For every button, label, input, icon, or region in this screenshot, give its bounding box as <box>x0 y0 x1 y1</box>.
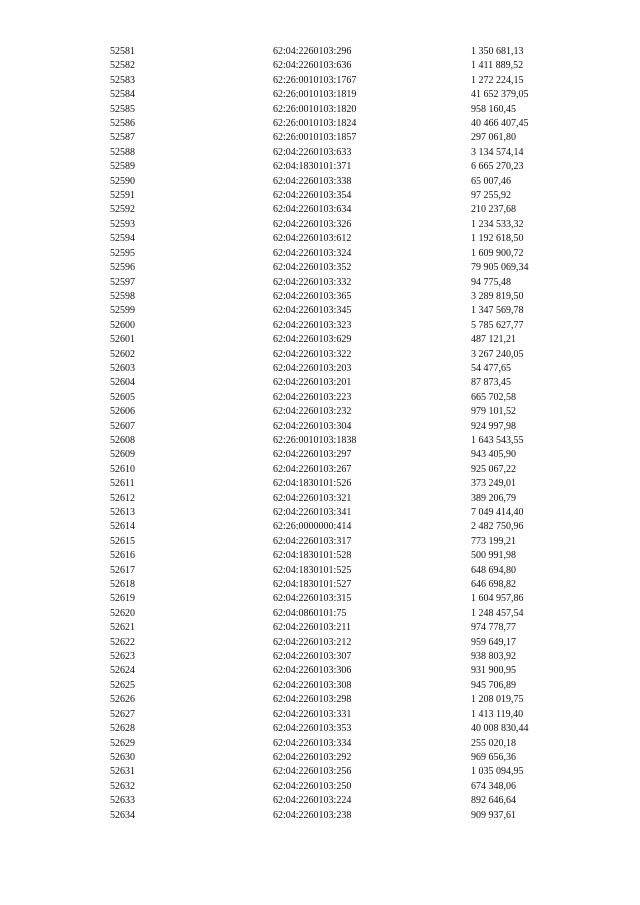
cadastral-number: 62:04:2260103:224 <box>273 795 352 807</box>
row-number: 52609 <box>110 449 135 461</box>
row-number: 52622 <box>110 636 135 648</box>
table-row <box>110 348 571 362</box>
cadastral-value: 974 778,77 <box>471 622 516 634</box>
cadastral-number: 62:04:2260103:352 <box>273 262 352 274</box>
cadastral-value: 892 646,64 <box>471 795 516 807</box>
cadastral-number: 62:26:0010103:1838 <box>273 434 357 446</box>
cadastral-value: 65 007,46 <box>471 175 511 187</box>
table-row <box>110 780 571 794</box>
table-body <box>110 45 571 823</box>
cadastral-value: 1 248 457,54 <box>471 607 524 619</box>
table-row <box>110 333 571 347</box>
cadastral-value: 909 937,61 <box>471 809 516 821</box>
row-number: 52602 <box>110 348 135 360</box>
cadastral-number: 62:04:2260103:296 <box>273 46 352 57</box>
table-row <box>110 621 571 635</box>
cadastral-number: 62:04:2260103:354 <box>273 190 352 202</box>
cadastral-number: 62:04:2260103:324 <box>273 247 352 259</box>
cadastral-value: 5 785 627,77 <box>471 319 524 331</box>
table-row <box>110 376 571 390</box>
row-number: 52616 <box>110 550 135 562</box>
cadastral-value: 924 997,98 <box>471 420 516 432</box>
cadastral-number: 62:04:2260103:297 <box>273 449 352 461</box>
table-row <box>110 88 571 102</box>
cadastral-value-table <box>110 45 571 823</box>
row-number: 52596 <box>110 262 135 274</box>
cadastral-value: 1 413 119,40 <box>471 708 524 720</box>
cadastral-number: 62:26:0000000:414 <box>273 521 352 533</box>
cadastral-value: 665 702,58 <box>471 391 516 403</box>
cadastral-value: 3 134 574,14 <box>471 146 524 158</box>
row-number: 52628 <box>110 723 135 735</box>
cadastral-value: 943 405,90 <box>471 449 516 461</box>
cadastral-number: 62:04:0860101:75 <box>273 607 347 619</box>
cadastral-number: 62:04:1830101:527 <box>273 579 352 591</box>
row-number: 52620 <box>110 607 135 619</box>
row-number: 52586 <box>110 118 135 130</box>
row-number: 52624 <box>110 665 135 677</box>
table-row <box>110 492 571 506</box>
cadastral-value: 40 008 830,44 <box>471 723 529 735</box>
cadastral-value: 938 803,92 <box>471 651 516 663</box>
cadastral-value: 931 900,95 <box>471 665 516 677</box>
table-row <box>110 664 571 678</box>
table-row <box>110 59 571 73</box>
table-row <box>110 405 571 419</box>
cadastral-number: 62:04:2260103:315 <box>273 593 352 605</box>
cadastral-number: 62:04:2260103:304 <box>273 420 352 432</box>
row-number: 52594 <box>110 233 135 245</box>
cadastral-value: 487 121,21 <box>471 334 516 346</box>
cadastral-value: 1 411 889,52 <box>471 60 524 72</box>
cadastral-value: 959 649,17 <box>471 636 516 648</box>
cadastral-value: 210 237,68 <box>471 204 516 216</box>
table-row <box>110 448 571 462</box>
table-row <box>110 146 571 160</box>
row-number: 52634 <box>110 809 135 821</box>
row-number: 52610 <box>110 463 135 475</box>
cadastral-value: 500 991,98 <box>471 550 516 562</box>
cadastral-number: 62:26:0010103:1820 <box>273 103 357 115</box>
cadastral-number: 62:04:2260103:292 <box>273 751 352 763</box>
cadastral-number: 62:04:2260103:634 <box>273 204 352 216</box>
table-row <box>110 520 571 534</box>
table-row <box>110 420 571 434</box>
cadastral-value: 79 905 069,34 <box>471 262 529 274</box>
cadastral-number: 62:04:2260103:232 <box>273 406 352 418</box>
row-number: 52581 <box>110 46 135 57</box>
row-number: 52626 <box>110 694 135 706</box>
row-number: 52621 <box>110 622 135 634</box>
cadastral-value: 958 160,45 <box>471 103 516 115</box>
row-number: 52608 <box>110 434 135 446</box>
table-row <box>110 247 571 261</box>
cadastral-number: 62:04:1830101:526 <box>273 478 352 490</box>
row-number: 52600 <box>110 319 135 331</box>
table-row <box>110 737 571 751</box>
table-row <box>110 506 571 520</box>
row-number: 52611 <box>110 478 135 490</box>
table-row <box>110 549 571 563</box>
table-row <box>110 160 571 174</box>
table-row <box>110 636 571 650</box>
row-number: 52631 <box>110 766 135 778</box>
table-row <box>110 722 571 736</box>
cadastral-number: 62:04:2260103:353 <box>273 723 352 735</box>
cadastral-value: 969 656,36 <box>471 751 516 763</box>
table-row <box>110 261 571 275</box>
cadastral-number: 62:04:1830101:371 <box>273 161 352 173</box>
row-number: 52623 <box>110 651 135 663</box>
cadastral-number: 62:04:2260103:298 <box>273 694 352 706</box>
table-row <box>110 693 571 707</box>
row-number: 52630 <box>110 751 135 763</box>
cadastral-number: 62:04:2260103:612 <box>273 233 352 245</box>
row-number: 52604 <box>110 377 135 389</box>
table-row <box>110 434 571 448</box>
cadastral-number: 62:04:2260103:338 <box>273 175 352 187</box>
row-number: 52585 <box>110 103 135 115</box>
cadastral-value: 1 208 019,75 <box>471 694 524 706</box>
cadastral-number: 62:04:2260103:629 <box>273 334 352 346</box>
cadastral-number: 62:04:2260103:306 <box>273 665 352 677</box>
row-number: 52607 <box>110 420 135 432</box>
row-number: 52593 <box>110 218 135 230</box>
cadastral-value: 1 643 543,55 <box>471 434 524 446</box>
cadastral-number: 62:26:0010103:1819 <box>273 89 357 101</box>
cadastral-number: 62:04:2260103:334 <box>273 737 352 749</box>
table-row <box>110 203 571 217</box>
table-row <box>110 362 571 376</box>
table-row <box>110 117 571 131</box>
cadastral-value: 925 067,22 <box>471 463 516 475</box>
cadastral-number: 62:04:2260103:341 <box>273 507 352 518</box>
table-row <box>110 679 571 693</box>
cadastral-number: 62:26:0010103:1824 <box>273 118 357 130</box>
table-row <box>110 592 571 606</box>
cadastral-number: 62:26:0010103:1767 <box>273 74 357 86</box>
row-number: 52603 <box>110 362 135 374</box>
cadastral-value: 3 267 240,05 <box>471 348 524 360</box>
row-number: 52598 <box>110 290 135 302</box>
row-number: 52615 <box>110 535 135 547</box>
row-number: 52633 <box>110 795 135 807</box>
table-row <box>110 232 571 246</box>
row-number: 52587 <box>110 132 135 144</box>
table-row <box>110 765 571 779</box>
table-row <box>110 809 571 823</box>
cadastral-number: 62:04:2260103:203 <box>273 362 352 374</box>
cadastral-number: 62:04:2260103:238 <box>273 809 352 821</box>
cadastral-value: 1 234 533,32 <box>471 218 524 230</box>
row-number: 52589 <box>110 161 135 173</box>
table-row <box>110 794 571 808</box>
cadastral-value: 1 347 569,78 <box>471 305 524 317</box>
cadastral-number: 62:04:2260103:322 <box>273 348 352 360</box>
cadastral-number: 62:04:2260103:201 <box>273 377 352 389</box>
table-row <box>110 391 571 405</box>
cadastral-value: 674 348,06 <box>471 780 516 792</box>
table-row <box>110 189 571 203</box>
table-row <box>110 463 571 477</box>
table-row <box>110 578 571 592</box>
row-number: 52625 <box>110 679 135 691</box>
table-row <box>110 477 571 491</box>
cadastral-number: 62:04:2260103:332 <box>273 276 352 288</box>
cadastral-number: 62:04:2260103:326 <box>273 218 352 230</box>
cadastral-value: 646 698,82 <box>471 579 516 591</box>
cadastral-number: 62:04:2260103:633 <box>273 146 352 158</box>
cadastral-value: 1 272 224,15 <box>471 74 524 86</box>
cadastral-value: 773 199,21 <box>471 535 516 547</box>
cadastral-number: 62:04:2260103:345 <box>273 305 352 317</box>
cadastral-number: 62:04:2260103:212 <box>273 636 352 648</box>
row-number: 52632 <box>110 780 135 792</box>
row-number: 52582 <box>110 60 135 72</box>
table-row <box>110 319 571 333</box>
row-number: 52619 <box>110 593 135 605</box>
cadastral-value: 1 609 900,72 <box>471 247 524 259</box>
cadastral-value: 1 604 957,86 <box>471 593 524 605</box>
cadastral-number: 62:04:2260103:323 <box>273 319 352 331</box>
row-number: 52612 <box>110 492 135 504</box>
cadastral-value: 2 482 750,96 <box>471 521 524 533</box>
cadastral-value: 97 255,92 <box>471 190 511 202</box>
cadastral-value: 3 289 819,50 <box>471 290 524 302</box>
table-row <box>110 175 571 189</box>
row-number: 52601 <box>110 334 135 346</box>
table-row <box>110 290 571 304</box>
row-number: 52588 <box>110 146 135 158</box>
cadastral-value: 40 466 407,45 <box>471 118 529 130</box>
table-row <box>110 564 571 578</box>
table-row <box>110 607 571 621</box>
cadastral-value: 1 350 681,13 <box>471 46 524 57</box>
cadastral-number: 62:04:1830101:528 <box>273 550 352 562</box>
table-row <box>110 535 571 549</box>
cadastral-number: 62:04:2260103:331 <box>273 708 352 720</box>
row-number: 52583 <box>110 74 135 86</box>
table-row <box>110 751 571 765</box>
row-number: 52590 <box>110 175 135 187</box>
table-row <box>110 45 571 59</box>
row-number: 52617 <box>110 564 135 576</box>
cadastral-number: 62:04:2260103:211 <box>273 622 351 634</box>
row-number: 52591 <box>110 190 135 202</box>
row-number: 52597 <box>110 276 135 288</box>
cadastral-value: 7 049 414,40 <box>471 507 524 518</box>
cadastral-number: 62:04:2260103:308 <box>273 679 352 691</box>
cadastral-value: 945 706,89 <box>471 679 516 691</box>
row-number: 52627 <box>110 708 135 720</box>
cadastral-value: 87 873,45 <box>471 377 511 389</box>
table-row <box>110 131 571 145</box>
row-number: 52614 <box>110 521 135 533</box>
cadastral-number: 62:04:2260103:321 <box>273 492 352 504</box>
cadastral-number: 62:04:2260103:223 <box>273 391 352 403</box>
row-number: 52618 <box>110 579 135 591</box>
table-row <box>110 103 571 117</box>
cadastral-number: 62:04:2260103:256 <box>273 766 352 778</box>
table-row <box>110 650 571 664</box>
row-number: 52629 <box>110 737 135 749</box>
cadastral-value: 1 035 094,95 <box>471 766 524 778</box>
cadastral-number: 62:04:2260103:250 <box>273 780 352 792</box>
cadastral-number: 62:04:1830101:525 <box>273 564 352 576</box>
cadastral-number: 62:04:2260103:317 <box>273 535 352 547</box>
cadastral-value: 979 101,52 <box>471 406 516 418</box>
cadastral-value: 54 477,65 <box>471 362 511 374</box>
cadastral-number: 62:04:2260103:307 <box>273 651 352 663</box>
table-row <box>110 708 571 722</box>
cadastral-value: 1 192 618,50 <box>471 233 524 245</box>
cadastral-value: 6 665 270,23 <box>471 161 524 173</box>
cadastral-number: 62:04:2260103:267 <box>273 463 352 475</box>
row-number: 52584 <box>110 89 135 101</box>
cadastral-number: 62:04:2260103:365 <box>273 290 352 302</box>
row-number: 52599 <box>110 305 135 317</box>
cadastral-value: 255 020,18 <box>471 737 516 749</box>
cadastral-value: 41 652 379,05 <box>471 89 529 101</box>
row-number: 52613 <box>110 507 135 518</box>
table-row <box>110 304 571 318</box>
row-number: 52605 <box>110 391 135 403</box>
cadastral-value: 389 206,79 <box>471 492 516 504</box>
row-number: 52592 <box>110 204 135 216</box>
cadastral-number: 62:04:2260103:636 <box>273 60 352 72</box>
cadastral-number: 62:26:0010103:1857 <box>273 132 357 144</box>
cadastral-value: 373 249,01 <box>471 478 516 490</box>
cadastral-value: 94 775,48 <box>471 276 511 288</box>
table-row <box>110 276 571 290</box>
table-row <box>110 218 571 232</box>
row-number: 52606 <box>110 406 135 418</box>
table-row <box>110 74 571 88</box>
cadastral-value: 297 061,80 <box>471 132 516 144</box>
cadastral-value: 648 694,80 <box>471 564 516 576</box>
row-number: 52595 <box>110 247 135 259</box>
